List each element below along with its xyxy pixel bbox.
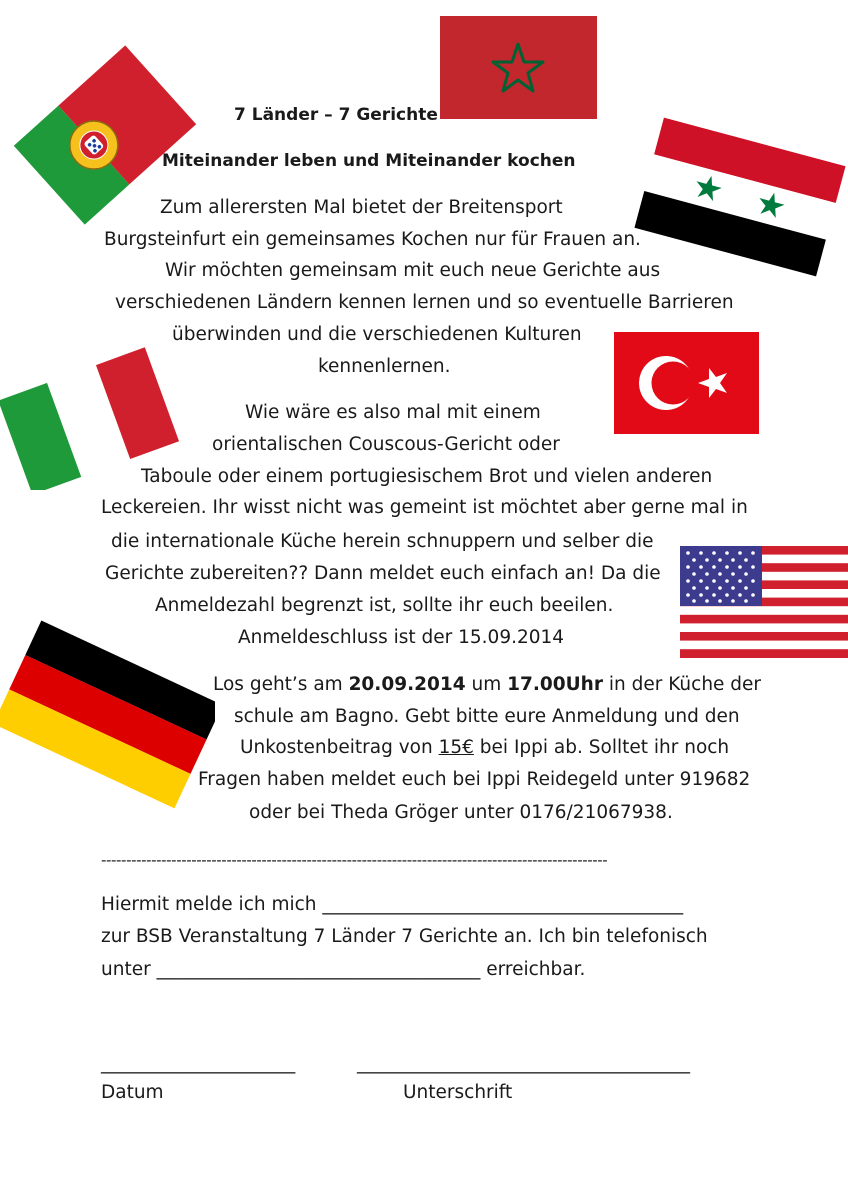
event-date: 20.09.2014 (348, 674, 466, 695)
signature-label: Unterschrift (403, 1082, 513, 1103)
morocco-flag (440, 16, 597, 119)
page-title: 7 Länder – 7 Gerichte (234, 105, 438, 125)
date-signature-line: _____________________ (101, 1053, 296, 1074)
intro-line: Wir möchten gemeinsam mit euch neue Gerichte aus (165, 260, 661, 281)
cut-separator: ----------------------------------------------------------------------------------------------------- (101, 851, 608, 869)
form-line-name: Hiermit melde ich mich _______________________________________ (101, 894, 684, 915)
menu-line: die internationale Küche herein schnuppern und selber die (111, 531, 654, 552)
usa-flag (680, 546, 848, 658)
signature-line: ____________________________________ (357, 1053, 690, 1074)
event-time: 17.00Uhr (507, 674, 603, 695)
menu-line: Anmeldezahl begrenzt ist, sollte ihr euch beeilen. (155, 595, 614, 616)
event-line-2: schule am Bagno. Gebt bitte eure Anmeldung und den (234, 706, 740, 727)
event-line-4: Fragen haben meldet euch bei Ippi Reidegeld unter 919682 (198, 769, 751, 790)
form-line-phone: unter ___________________________________ erreichbar. (101, 959, 586, 980)
page-subtitle: Miteinander leben und Miteinander kochen (162, 151, 576, 171)
date-label: Datum (101, 1082, 164, 1103)
menu-line: Anmeldeschluss ist der 15.09.2014 (238, 627, 565, 648)
menu-line: Wie wäre es also mal mit einem (245, 402, 541, 423)
event-line-5: oder bei Theda Gröger unter 0176/21067938. (249, 802, 673, 823)
intro-line: Zum allerersten Mal bietet der Breitensport (160, 197, 563, 218)
intro-line: verschiedenen Ländern kennen lernen und so eventuelle Barrieren (115, 292, 734, 313)
form-line-event: zur BSB Veranstaltung 7 Länder 7 Gerichte an. Ich bin telefonisch (101, 926, 708, 947)
event-line-1: Los geht’s am 20.09.2014 um 17.00Uhr in der Küche der (213, 674, 762, 695)
event-line-3: Unkostenbeitrag von 15€ bei Ippi ab. Solltet ihr noch (240, 737, 730, 758)
menu-line: Gerichte zubereiten?? Dann meldet euch einfach an! Da die (105, 563, 661, 584)
event-fee: 15€ (438, 737, 474, 758)
intro-line: kennenlernen. (318, 356, 451, 377)
intro-line: überwinden und die verschiedenen Kulturen (172, 324, 582, 345)
menu-line: orientalischen Couscous-Gericht oder (212, 434, 560, 455)
germany-flag (0, 612, 215, 817)
intro-line: Burgsteinfurt ein gemeinsames Kochen nur für Frauen an. (104, 229, 641, 250)
turkey-flag (614, 332, 759, 434)
syria-flag (632, 108, 848, 286)
menu-line: Leckereien. Ihr wisst nicht was gemeint ist möchtet aber gerne mal in (101, 497, 748, 518)
menu-line: Taboule oder einem portugiesischem Brot und vielen anderen (141, 466, 713, 487)
